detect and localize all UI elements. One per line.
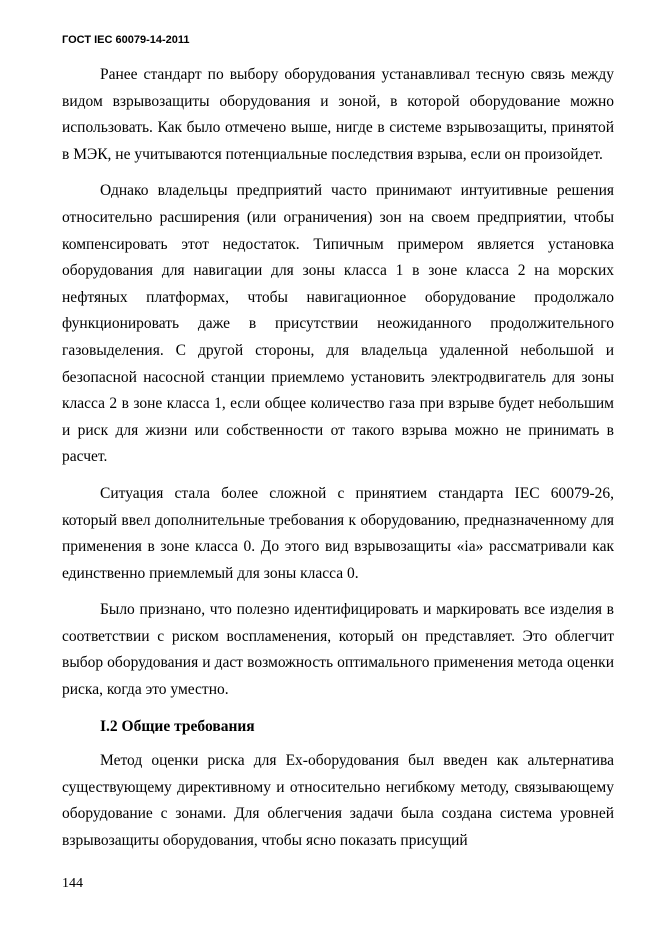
standard-header: ГОСТ IEC 60079-14-2011 <box>62 34 190 46</box>
paragraph-4: Было признано, что полезно идентифицировать и маркировать все изделия в соответствии с риском воспламенения, который он представляет. Это облегчит выбор оборудования и даст возможность оптимального применения метода оценки риска, когда это уместно. <box>62 601 614 699</box>
paragraph-3: Ситуация стала более сложной с принятием стандарта IEC 60079-26, который ввел дополнительные требования к оборудованию, предназначенному для применения в зоне класса 0. До этого вид взрывозащиты «ia» рассматривали как единственно приемлемый для зоны класса 0. <box>62 484 614 582</box>
document-body <box>62 62 614 865</box>
section-paragraph: Метод оценки риска для Ex-оборудования был введен как альтернатива существующему директивному и относительно негибкому методу, связывающему оборудование с зонами. Для облегчения задачи была создана система уровней взрывозащиты оборудования, чтобы ясно показать присущий <box>62 752 614 850</box>
paragraph-1: Ранее стандарт по выбору оборудования устанавливал тесную связь между видом взрывозащиты оборудования и зоной, в которой оборудование можно использовать. Как было отмечено выше, нигде в системе взрывозащиты, принятой в МЭК, не учитываются потенциальные последствия взрыва, если он произойдет. <box>62 66 614 163</box>
page-number: 144 <box>62 876 83 891</box>
paragraph-2: Однако владельцы предприятий часто принимают интуитивные решения относительно расширения (или ограничения) зон на своем предприятии, чтобы компенсировать этот недостаток. Типичным примером является установка оборудования для навигации для зоны класса 1 в зоне класса 2 на морских нефтяных платформах, чтобы навигационное оборудование продолжало функционировать даже в присутствии неожиданного продолжительного газовыделения. С другой стороны, для владельца удаленной небольшой и безопасной насосной станции приемлемо установить электродвигатель для зоны класса 2 в зоне класса 1, если общее количество газа при взрыве будет небольшим и риск для жизни или собственности от такого взрыва можно не принимать в расчет. <box>62 182 614 466</box>
section-heading: I.2 Общие требования <box>100 717 255 735</box>
